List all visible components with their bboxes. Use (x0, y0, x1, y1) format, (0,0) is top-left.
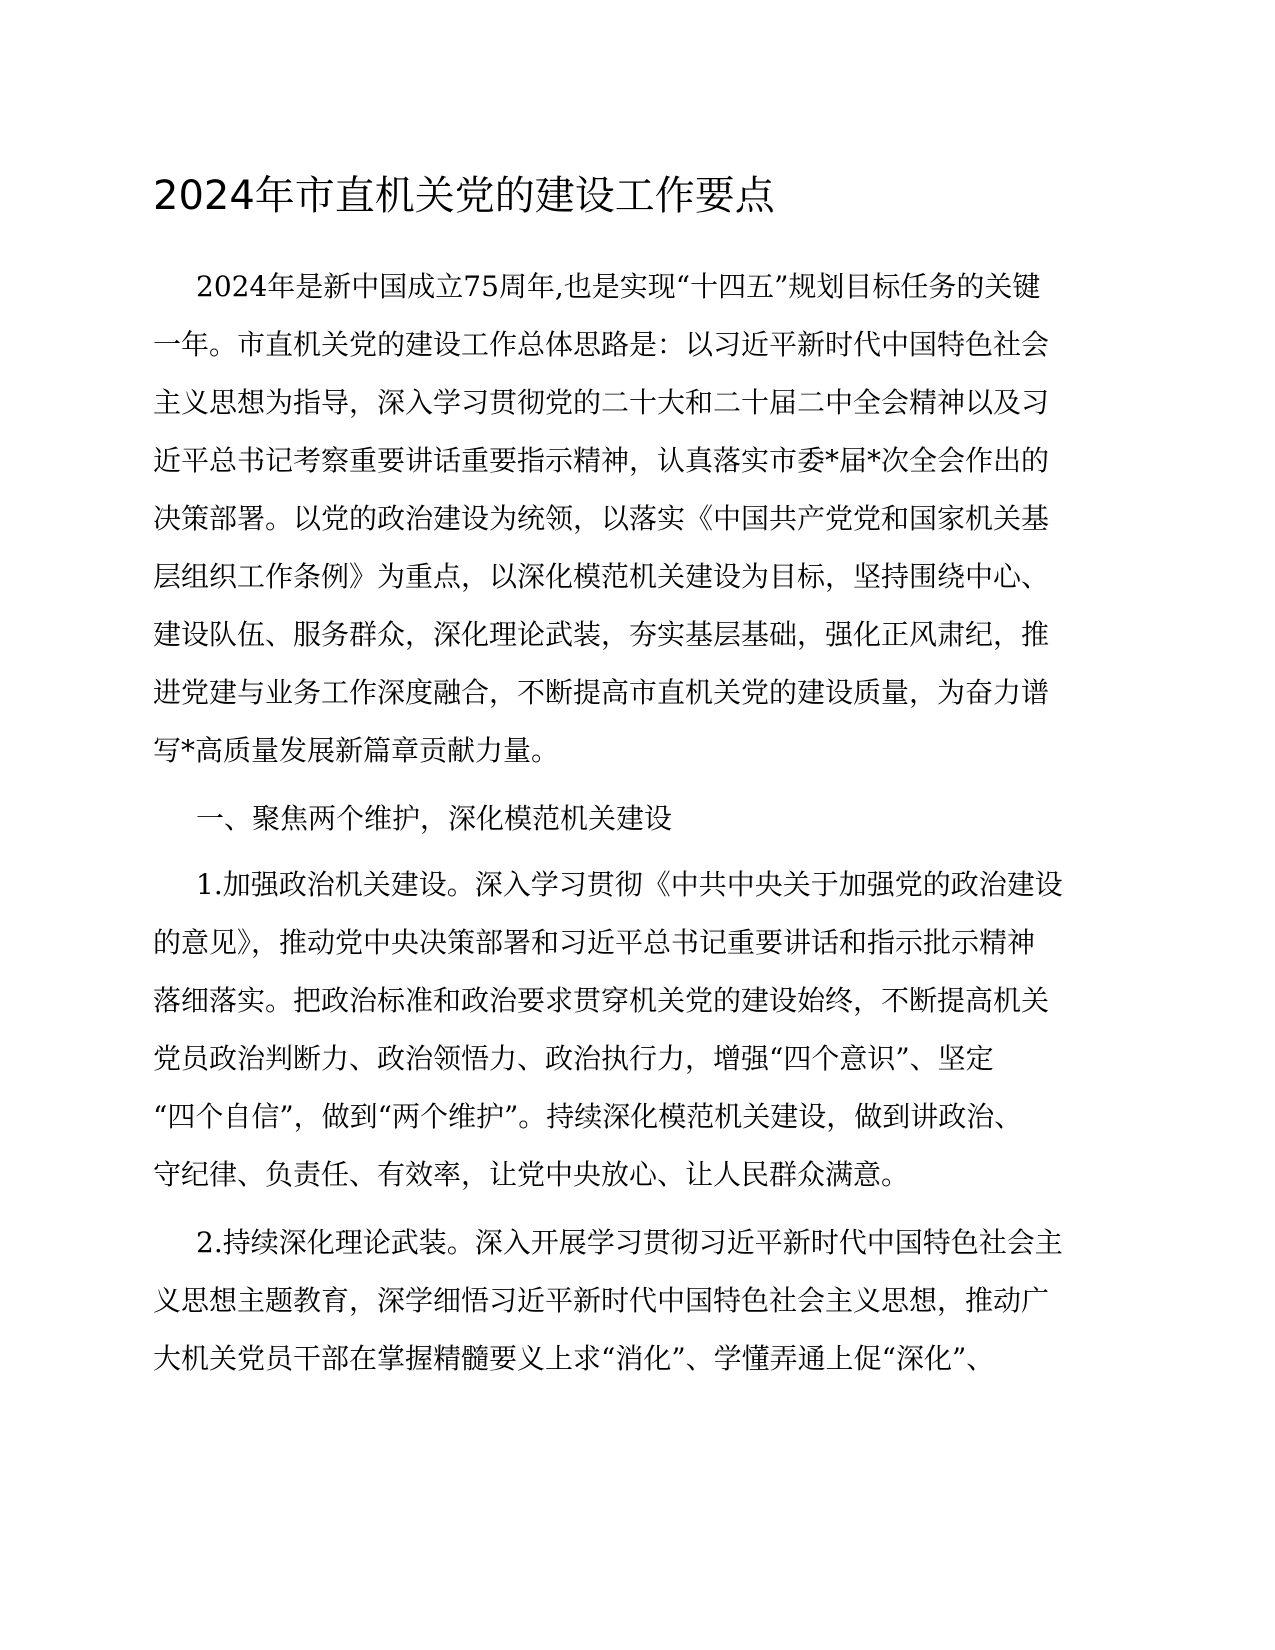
item-2-line: 大机关党员干部在掌握精髓要义上求“消化”、学懂弄通上促“深化”、 (153, 1342, 995, 1375)
item-1-paragraph (153, 856, 1103, 1204)
intro-line: 2024年是新中国成立75周年,也是实现“十四五”规划目标任务的关键 (196, 270, 1041, 303)
intro-line: 建设队伍、服务群众，深化理论武装，夯实基层基础，强化正风肃纪，推 (153, 618, 1050, 651)
document-title: 2024年市直机关党的建设工作要点 (153, 173, 775, 219)
intro-line: 近平总书记考察重要讲话重要指示精神，认真落实市委*届*次全会作出的 (153, 444, 1050, 477)
item-1-line: 的意见》，推动党中央决策部署和习近平总书记重要讲话和指示批示精神 (153, 926, 1036, 959)
item-1-line: 党员政治判断力、政治领悟力、政治执行力，增强“四个意识”、坚定 (153, 1042, 994, 1075)
item-2-line: 义思想主题教育，深学细悟习近平新时代中国特色社会主义思想，推动广 (153, 1284, 1050, 1317)
item-2-paragraph (153, 1214, 1103, 1388)
intro-line: 主义思想为指导，深入学习贯彻党的二十大和二十届二中全会精神以及习 (153, 386, 1050, 419)
intro-line: 一年。市直机关党的建设工作总体思路是：以习近平新时代中国特色社会 (153, 328, 1050, 361)
item-2-line: 2.持续深化理论武装。深入开展学习贯彻习近平新时代中国特色社会主 (196, 1226, 1063, 1259)
intro-line: 决策部署。以党的政治建设为统领，以落实《中国共产党党和国家机关基 (153, 502, 1050, 535)
intro-paragraph (153, 258, 1103, 780)
section-heading-1: 一、聚焦两个维护，深化模范机关建设 (196, 802, 673, 835)
item-1-line: “四个自信”，做到“两个维护”。持续深化模范机关建设，做到讲政治、 (153, 1100, 1023, 1133)
intro-line: 写*高质量发展新篇章贡献力量。 (153, 734, 560, 767)
intro-line: 进党建与业务工作深度融合，不断提高市直机关党的建设质量，为奋力谱 (153, 676, 1050, 709)
intro-line: 层组织工作条例》为重点，以深化模范机关建设为目标，坚持围绕中心、 (153, 560, 1050, 593)
item-1-line: 落细落实。把政治标准和政治要求贯穿机关党的建设始终，不断提高机关 (153, 984, 1050, 1017)
item-1-line: 1.加强政治机关建设。深入学习贯彻《中共中央关于加强党的政治建设 (196, 868, 1063, 901)
item-1-line: 守纪律、负责任、有效率，让党中央放心、让人民群众满意。 (153, 1158, 910, 1191)
document-page (153, 168, 1103, 1398)
